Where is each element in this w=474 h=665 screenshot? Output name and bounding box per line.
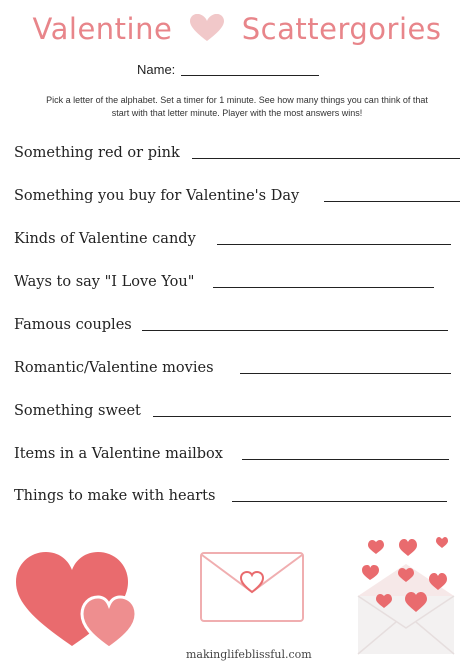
title-scattergories: Scattergories [241, 12, 442, 46]
name-blank-line[interactable] [181, 62, 319, 76]
instructions [6, 94, 468, 120]
instructions-line-2: start with that letter minute. Player with the most answers wins! [111, 108, 363, 118]
answer-line-3[interactable] [217, 244, 451, 245]
instructions-line-1: Pick a letter of the alphabet. Set a timer for 1 minute. See how many things you can think of that [46, 95, 428, 105]
prompt-9: Things to make with hearts [14, 488, 216, 504]
prompt-8: Items in a Valentine mailbox [14, 446, 223, 462]
footer-website: makinglifeblissful.com [186, 648, 312, 661]
answer-line-1[interactable] [192, 158, 460, 159]
open-envelope-hearts-icon [356, 536, 456, 656]
answer-line-4[interactable] [213, 287, 434, 288]
page-title [0, 12, 474, 46]
prompt-1: Something red or pink [14, 145, 180, 161]
answer-line-2[interactable] [324, 201, 460, 202]
prompt-2: Something you buy for Valentine's Day [14, 188, 300, 204]
prompt-6: Romantic/Valentine movies [14, 360, 214, 376]
prompt-4: Ways to say "I Love You" [14, 274, 195, 290]
title-valentine: Valentine [32, 12, 173, 46]
prompt-3: Kinds of Valentine candy [14, 231, 196, 247]
name-field [137, 62, 319, 77]
double-heart-icon [14, 550, 144, 650]
answer-line-5[interactable] [142, 330, 448, 331]
heart-icon [190, 14, 224, 42]
answer-line-9[interactable] [232, 501, 447, 502]
prompt-5: Famous couples [14, 317, 132, 333]
answer-line-6[interactable] [240, 373, 451, 374]
heart-envelope-icon [200, 552, 304, 622]
name-label: Name: [137, 62, 176, 77]
prompt-7: Something sweet [14, 403, 141, 419]
answer-line-7[interactable] [153, 416, 451, 417]
answer-line-8[interactable] [242, 459, 449, 460]
